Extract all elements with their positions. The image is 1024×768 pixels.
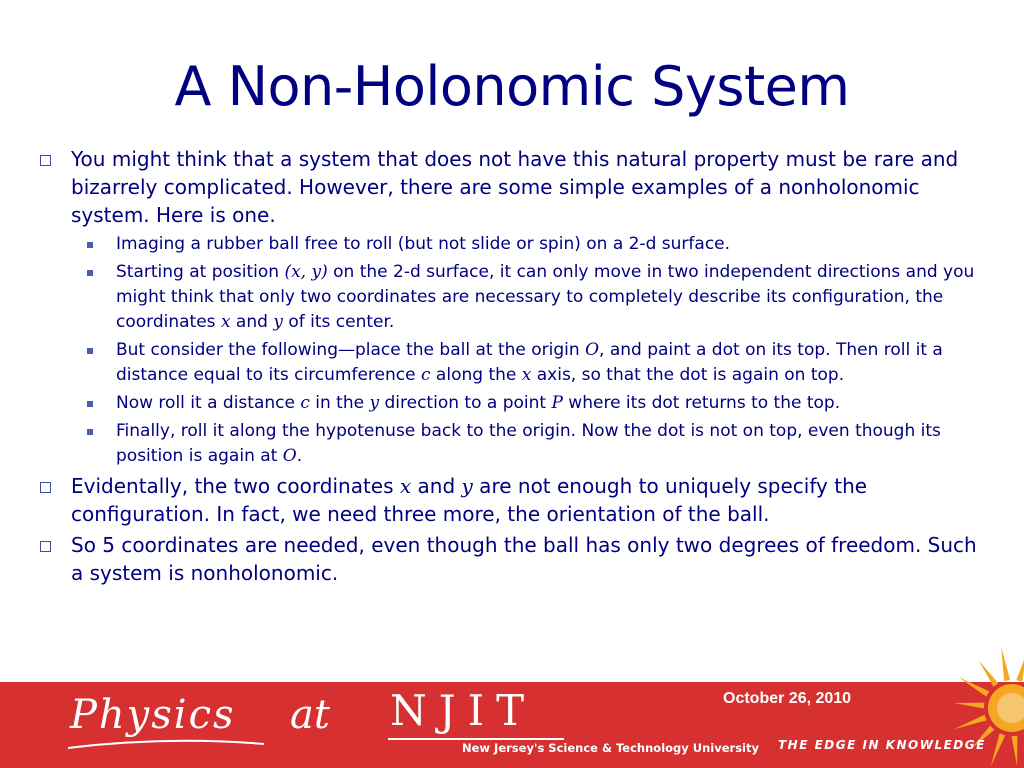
square-bullet-icon — [40, 155, 51, 166]
logo-njit-underline — [388, 738, 564, 740]
math-x: x — [399, 474, 412, 498]
bullet-2-text-c: are not enough to uniquely specify the configuration. In fact, we need three more, the orientation of the ball. — [71, 474, 868, 526]
logo-njit-text: NJIT — [390, 686, 537, 735]
logo-at-text: at — [290, 692, 330, 738]
square-bullet-icon — [87, 270, 93, 276]
math-c: c — [421, 365, 431, 385]
math-P: P — [551, 393, 563, 413]
bullet-2 — [34, 472, 979, 528]
footer-tagline: THE EDGE IN KNOWLEDGE — [778, 738, 986, 752]
square-bullet-icon — [87, 401, 93, 407]
square-bullet-icon — [40, 482, 51, 493]
math-y: y — [369, 393, 380, 413]
sub-bullet-2-text-a: Starting at position — [116, 262, 285, 282]
sub-bullet-1 — [34, 232, 979, 257]
bullet-3-text: So 5 coordinates are needed, even though the ball has only two degrees of freedom. Such a system is nonholonomic. — [71, 533, 977, 585]
sub-bullet-4-text-b: in the — [309, 393, 370, 413]
sub-bullet-3-text-b: , and paint a dot on its top. Then roll it a distance equal to its circumference — [116, 340, 943, 385]
sub-bullet-5-text-a: Finally, roll it along the hypotenuse back to the origin. Now the dot is not on top, even though its position is again at — [116, 421, 941, 466]
bullet-2-text-b: and — [411, 474, 462, 498]
sub-bullet-4 — [34, 391, 979, 416]
bullet-2-text-a: Evidentally, the two coordinates — [71, 474, 400, 498]
square-bullet-icon — [87, 348, 93, 354]
logo-physics-text: Physics — [70, 692, 236, 738]
math-y: y — [273, 312, 283, 332]
math-y: y — [461, 474, 473, 498]
sub-bullet-3 — [34, 338, 979, 388]
sub-bullet-5-text-b: . — [296, 446, 303, 466]
slide-title: A Non-Holonomic System — [174, 55, 850, 118]
square-bullet-icon — [87, 429, 93, 435]
bullet-1 — [34, 145, 979, 229]
sub-bullet-1-text: Imaging a rubber ball free to roll (but not slide or spin) on a 2-d surface. — [116, 234, 731, 254]
sub-bullet-2-text-d: of its center. — [282, 312, 395, 332]
bullet-1-text: You might think that a system that does not have this natural property must be rare and bizarrely complicated. However, there are some simple examples of a nonholonomic system. Here is one. — [71, 147, 959, 227]
math-c: c — [300, 393, 310, 413]
math-x: x — [220, 312, 231, 332]
bullet-3 — [34, 531, 979, 587]
sub-bullet-2-text-c: and — [230, 312, 274, 332]
sub-bullet-4-text-a: Now roll it a distance — [116, 393, 301, 413]
sub-bullet-4-text-d: where its dot returns to the top. — [562, 393, 841, 413]
sub-bullet-4-text-c: direction to a point — [379, 393, 552, 413]
math-x: x — [521, 365, 532, 385]
sub-bullet-3-text-a: But consider the following—place the ball at the origin — [116, 340, 586, 360]
square-bullet-icon — [87, 242, 93, 248]
square-bullet-icon — [40, 541, 51, 552]
slide-body — [34, 145, 979, 590]
sub-bullet-5 — [34, 419, 979, 469]
logo-swoosh-icon — [66, 738, 266, 752]
math-O: O — [585, 340, 600, 360]
sub-bullet-2-text-b: on the 2-d surface, it can only move in two independent directions and you might think that only two coordinates are necessary to completely describe its configuration, the coordinates — [116, 262, 975, 332]
math-xy: (x, y) — [284, 262, 328, 282]
sub-bullet-3-text-d: axis, so that the dot is again on top. — [531, 365, 845, 385]
logo-njit-subtitle: New Jersey's Science & Technology University — [462, 741, 759, 755]
slide-date: October 26, 2010 — [723, 690, 852, 707]
math-O: O — [282, 446, 297, 466]
sub-bullet-3-text-c: along the — [430, 365, 522, 385]
sub-bullet-2 — [34, 260, 979, 335]
